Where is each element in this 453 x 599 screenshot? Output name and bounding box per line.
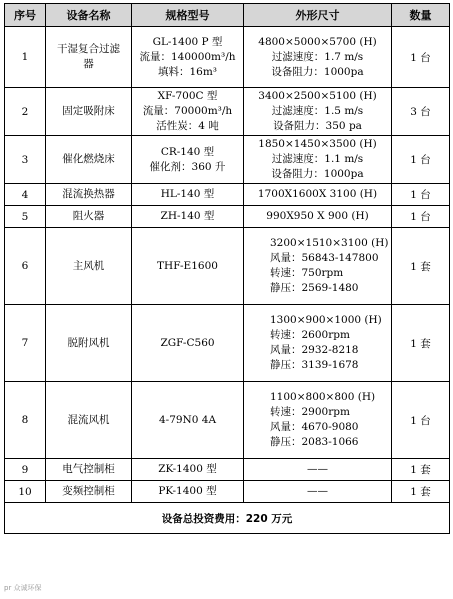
table-row	[5, 88, 450, 136]
dimensions-line: ——	[307, 463, 328, 475]
header-row	[5, 4, 450, 27]
equipment-name-line: 电气控制柜	[62, 463, 115, 475]
equipment-name	[46, 206, 132, 228]
dimensions-line: 1700X1600X 3100 (H)	[257, 188, 378, 200]
spec-model	[132, 305, 244, 382]
quantity: 1 台	[392, 136, 450, 184]
spec-model-line: XF-700C 型	[157, 90, 218, 102]
dimensions-line: 风量：56843-147800	[270, 252, 379, 264]
equipment-name-line: 阻火器	[72, 210, 105, 222]
quantity: 1 台	[392, 27, 450, 88]
spec-model-line: ZH-140 型	[160, 210, 215, 222]
row-number: 10	[5, 481, 46, 503]
dimensions-line: 设备阻力：350 pa	[273, 120, 362, 132]
quantity: 1 套	[392, 305, 450, 382]
equipment-table	[4, 3, 450, 534]
equipment-name	[46, 305, 132, 382]
table-row	[5, 481, 450, 503]
quantity: 1 套	[392, 459, 450, 481]
spec-model	[132, 481, 244, 503]
row-number: 4	[5, 184, 46, 206]
header-name: 设备名称	[46, 4, 132, 27]
equipment-name	[46, 228, 132, 305]
equipment-name-line: 脱附风机	[67, 336, 110, 349]
equipment-name-line: 变频控制柜	[62, 485, 115, 497]
quantity: 1 台	[392, 206, 450, 228]
dimensions-line: 转速：2900rpm	[270, 406, 350, 418]
table-row	[5, 459, 450, 481]
dimensions	[244, 27, 392, 88]
dimensions	[244, 382, 392, 459]
dimensions-line: 静压：3139-1678	[270, 359, 359, 371]
dimensions	[244, 228, 392, 305]
dimensions-line: 1850×1450×3500 (H)	[258, 138, 377, 150]
spec-model-line: 填料：16m³	[157, 65, 218, 78]
spec-model	[132, 206, 244, 228]
dimensions	[244, 206, 392, 228]
table-row	[5, 184, 450, 206]
row-number: 9	[5, 459, 46, 481]
dimensions	[244, 305, 392, 382]
spec-model-line: 催化剂：360 升	[149, 160, 226, 173]
row-number: 6	[5, 228, 46, 305]
spec-model	[132, 228, 244, 305]
spec-model	[132, 382, 244, 459]
equipment-name	[46, 459, 132, 481]
spec-model-line: ZK-1400 型	[158, 463, 217, 475]
table-row	[5, 136, 450, 184]
dimensions-line: 过滤速度：1.7 m/s	[271, 50, 364, 63]
header-size: 外形尺寸	[244, 4, 392, 27]
equipment-name	[46, 382, 132, 459]
table-row	[5, 206, 450, 228]
quantity: 1 套	[392, 228, 450, 305]
equipment-name-line: 干湿复合过滤	[57, 43, 120, 55]
table-row	[5, 305, 450, 382]
spec-model	[132, 88, 244, 136]
dimensions-line: 静压：2569-1480	[270, 282, 359, 294]
table-row	[5, 228, 450, 305]
table-row	[5, 382, 450, 459]
row-number: 2	[5, 88, 46, 136]
spec-model-line: CR-140 型	[160, 145, 215, 158]
dimensions-line: 1300×900×1000 (H)	[270, 314, 382, 326]
spec-model	[132, 136, 244, 184]
spec-model-line: HL-140 型	[160, 188, 215, 200]
equipment-name-line: 固定吸附床	[62, 105, 115, 117]
dimensions-line: 990X950 X 900 (H)	[266, 210, 369, 222]
equipment-name	[46, 88, 132, 136]
equipment-name-line: 混流换热器	[62, 188, 115, 200]
dimensions-line: 转速：750rpm	[270, 267, 344, 279]
equipment-name-line: 混流风机	[67, 413, 110, 426]
dimensions-line: 风量：2932-8218	[270, 344, 359, 356]
quantity: 3 台	[392, 88, 450, 136]
quantity: 1 套	[392, 481, 450, 503]
dimensions-line: 过滤速度：1.5 m/s	[271, 105, 364, 117]
equipment-name-line: 器	[83, 58, 94, 70]
footer-row	[5, 503, 450, 534]
spec-model-line: GL-1400 P 型	[152, 35, 223, 48]
spec-model	[132, 459, 244, 481]
quantity: 1 台	[392, 184, 450, 206]
table-body	[5, 27, 450, 503]
header-qty: 数量	[392, 4, 450, 27]
spec-model-line: 流量：140000m³/h	[139, 50, 236, 63]
total-investment: 设备总投资费用：220 万元	[5, 503, 450, 534]
dimensions-line: 设备阻力：1000pa	[271, 65, 364, 78]
spec-model-line: 4-79N0 4A	[158, 413, 217, 426]
equipment-name-line: 主风机	[72, 259, 105, 272]
dimensions-line: ——	[307, 485, 328, 497]
dimensions	[244, 459, 392, 481]
dimensions-line: 风量：4670-9080	[270, 421, 359, 433]
dimensions-line: 3400×2500×5100 (H)	[258, 90, 377, 102]
equipment-name	[46, 481, 132, 503]
equipment-name	[46, 136, 132, 184]
equipment-name	[46, 27, 132, 88]
dimensions-line: 静压：2083-1066	[270, 436, 359, 448]
dimensions-line: 过滤速度：1.1 m/s	[271, 153, 364, 165]
quantity: 1 台	[392, 382, 450, 459]
watermark: pr 众诚环保	[4, 584, 42, 592]
table-row	[5, 27, 450, 88]
spec-model	[132, 184, 244, 206]
dimensions	[244, 136, 392, 184]
equipment-name	[46, 184, 132, 206]
header-spec: 规格型号	[132, 4, 244, 27]
spec-model	[132, 27, 244, 88]
spec-model-line: PK-1400 型	[158, 485, 217, 497]
header-no: 序号	[5, 4, 46, 27]
dimensions-line: 转速：2600rpm	[270, 329, 350, 341]
spec-model-line: THF-E1600	[157, 259, 218, 272]
spec-model-line: 流量：70000m³/h	[142, 105, 233, 117]
spec-model-line: ZGF-C560	[160, 336, 215, 349]
equipment-name-line: 催化燃烧床	[62, 153, 115, 165]
row-number: 3	[5, 136, 46, 184]
dimensions	[244, 481, 392, 503]
row-number: 5	[5, 206, 46, 228]
spec-model-line: 活性炭：4 吨	[156, 120, 219, 132]
row-number: 8	[5, 382, 46, 459]
dimensions-line: 设备阻力：1000pa	[271, 168, 364, 180]
row-number: 7	[5, 305, 46, 382]
dimensions-line: 4800×5000×5700 (H)	[258, 35, 377, 48]
dimensions	[244, 88, 392, 136]
dimensions	[244, 184, 392, 206]
dimensions-line: 3200×1510×3100 (H)	[270, 237, 389, 249]
row-number: 1	[5, 27, 46, 88]
dimensions-line: 1100×800×800 (H)	[270, 391, 376, 403]
